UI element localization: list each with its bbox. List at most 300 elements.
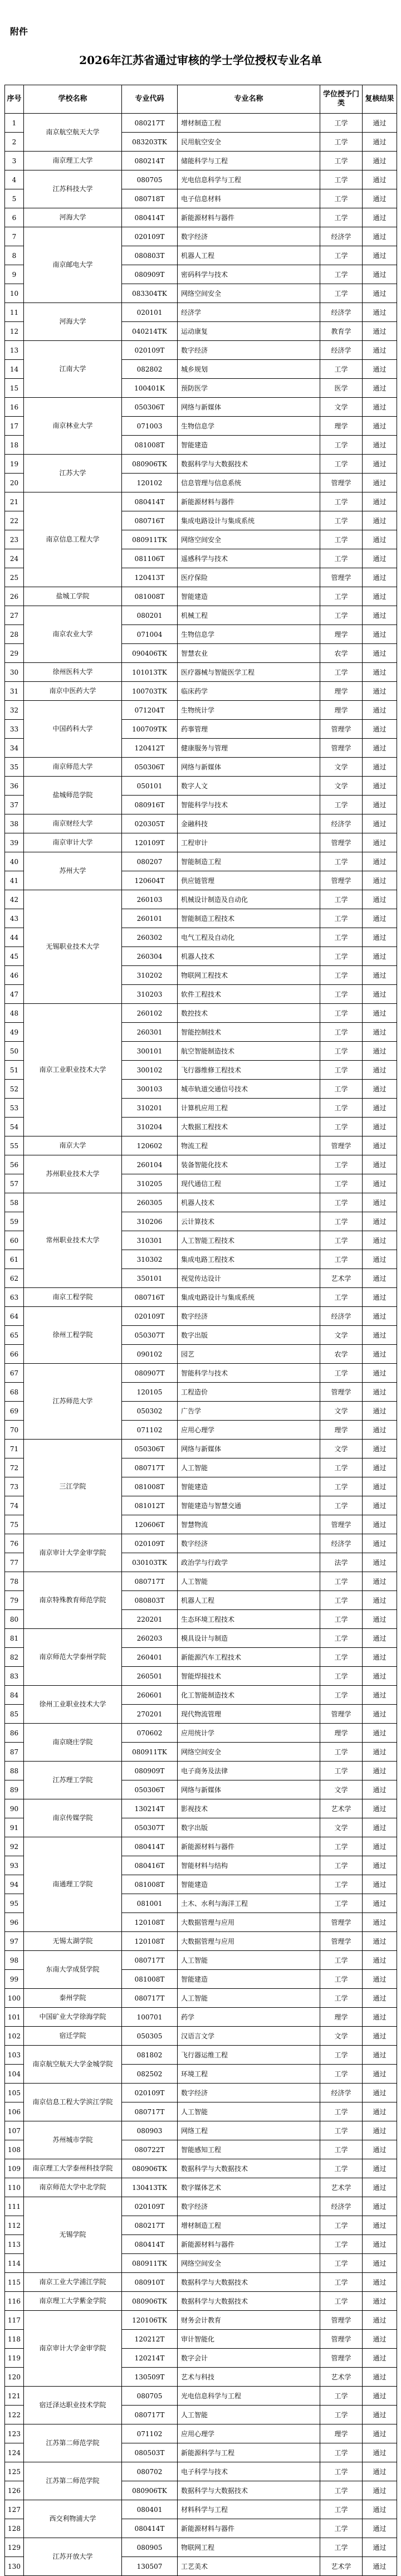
major-code: 350101 — [122, 1269, 178, 1288]
major-code: 050307T — [122, 1326, 178, 1345]
table-row — [5, 1989, 397, 2008]
row-number: 74 — [5, 1496, 24, 1515]
review-result: 通过 — [363, 2330, 397, 2349]
major-name: 数字会计 — [178, 2349, 320, 2368]
major-name: 工程造价 — [178, 1383, 320, 1402]
table-row — [5, 587, 397, 606]
degree-category: 工学 — [320, 492, 363, 511]
review-result: 通过 — [363, 303, 397, 322]
major-code: 080906TK — [122, 455, 178, 474]
review-result: 通过 — [363, 152, 397, 170]
major-code: 130509T — [122, 2368, 178, 2387]
major-code: 081008T — [122, 1477, 178, 1496]
row-number: 73 — [5, 1477, 24, 1496]
major-name: 生态环境工程技术 — [178, 1610, 320, 1629]
row-number: 15 — [5, 379, 24, 398]
row-number: 22 — [5, 511, 24, 530]
review-result: 通过 — [363, 2481, 397, 2500]
major-name: 财务会计教育 — [178, 2311, 320, 2330]
major-code: 020109T — [122, 2084, 178, 2102]
degree-category: 工学 — [320, 2462, 363, 2481]
major-code: 083203TK — [122, 133, 178, 152]
review-result: 通过 — [363, 189, 397, 208]
degree-category: 管理学 — [320, 871, 363, 890]
school-name: 南京大学 — [24, 1136, 122, 1155]
review-result: 通过 — [363, 2292, 397, 2311]
major-name: 网络空间安全 — [178, 2254, 320, 2273]
review-result: 通过 — [363, 2387, 397, 2406]
table-row — [5, 227, 397, 246]
review-result: 通过 — [363, 2046, 397, 2065]
authorized-majors-table — [4, 85, 397, 2576]
major-name: 生物信息学 — [178, 417, 320, 436]
degree-category: 工学 — [320, 1061, 363, 1080]
review-result: 通过 — [363, 2008, 397, 2027]
review-result: 通过 — [363, 417, 397, 436]
major-name: 数据科学与大数据技术 — [178, 2292, 320, 2311]
row-number: 33 — [5, 720, 24, 739]
school-name: 徐州工程学院 — [24, 1307, 122, 1364]
review-result: 通过 — [363, 530, 397, 549]
row-number: 86 — [5, 1724, 24, 1743]
review-result: 通过 — [363, 360, 397, 379]
major-code: 020109T — [122, 341, 178, 360]
degree-category: 管理学 — [320, 474, 363, 492]
row-number: 6 — [5, 208, 24, 227]
row-number: 53 — [5, 1099, 24, 1118]
major-code: 270201 — [122, 1705, 178, 1724]
major-code: 080916T — [122, 796, 178, 814]
review-result: 通过 — [363, 1970, 397, 1989]
school-name: 南京师范大学 — [24, 758, 122, 777]
row-number: 41 — [5, 871, 24, 890]
row-number: 99 — [5, 1970, 24, 1989]
major-name: 光电信息科学与工程 — [178, 170, 320, 189]
major-name: 数控技术 — [178, 1004, 320, 1023]
table-row — [5, 1686, 397, 1705]
major-code: 120109T — [122, 833, 178, 852]
row-number: 34 — [5, 739, 24, 758]
review-result: 通过 — [363, 474, 397, 492]
degree-category: 工学 — [320, 1458, 363, 1477]
row-number: 88 — [5, 1762, 24, 1780]
row-number: 67 — [5, 1364, 24, 1383]
review-result: 通过 — [363, 1553, 397, 1572]
degree-category: 工学 — [320, 587, 363, 606]
row-number: 123 — [5, 2424, 24, 2443]
row-number: 100 — [5, 1989, 24, 2008]
major-code: 071102 — [122, 2424, 178, 2443]
major-code: 090102 — [122, 1345, 178, 1364]
row-number: 104 — [5, 2065, 24, 2084]
table-row — [5, 682, 397, 701]
degree-category: 工学 — [320, 1894, 363, 1913]
major-code: 080217T — [122, 114, 178, 133]
major-code: 080910T — [122, 2273, 178, 2292]
school-name: 徐州医科大学 — [24, 663, 122, 682]
review-result: 通过 — [363, 1477, 397, 1496]
school-name: 江苏大学 — [24, 455, 122, 492]
row-number: 69 — [5, 1402, 24, 1421]
degree-category: 经济学 — [320, 1307, 363, 1326]
review-result: 通过 — [363, 1193, 397, 1212]
row-number: 38 — [5, 814, 24, 833]
school-name: 东南大学成贤学院 — [24, 1951, 122, 1989]
school-name: 江苏理工学院 — [24, 1762, 122, 1799]
major-name: 飞行器运维工程 — [178, 2046, 320, 2065]
table-row — [5, 1193, 397, 1212]
major-code: 080414T — [122, 208, 178, 227]
degree-category: 理学 — [320, 1724, 363, 1743]
major-name: 智能建造 — [178, 587, 320, 606]
major-name: 机器人工程 — [178, 246, 320, 265]
row-number: 91 — [5, 1818, 24, 1837]
degree-category: 文学 — [320, 398, 363, 417]
school-name: 南京邮电大学 — [24, 227, 122, 303]
row-number: 62 — [5, 1269, 24, 1288]
degree-category: 工学 — [320, 796, 363, 814]
table-row — [5, 2178, 397, 2197]
degree-category: 农学 — [320, 1345, 363, 1364]
review-result: 通过 — [363, 2084, 397, 2102]
major-name: 工艺美术 — [178, 2557, 320, 2576]
major-code: 050302 — [122, 1402, 178, 1421]
major-code: 030103TK — [122, 1553, 178, 1572]
major-code: 120212T — [122, 2330, 178, 2349]
degree-category: 经济学 — [320, 303, 363, 322]
table-row — [5, 1534, 397, 1553]
row-number: 127 — [5, 2500, 24, 2519]
degree-category: 教育学 — [320, 322, 363, 341]
review-result: 通过 — [363, 966, 397, 985]
school-name: 无锡学院 — [24, 2197, 122, 2273]
review-result: 通过 — [363, 2159, 397, 2178]
degree-category: 工学 — [320, 170, 363, 189]
major-code: 080717T — [122, 1458, 178, 1477]
review-result: 通过 — [363, 1762, 397, 1780]
major-code: 120606T — [122, 1515, 178, 1534]
major-name: 新能源材料与器件 — [178, 208, 320, 227]
table-header-row — [5, 85, 397, 114]
major-name: 化工智能制造技术 — [178, 1686, 320, 1705]
school-name: 南京师范大学中北学院 — [24, 2178, 122, 2197]
review-result: 通过 — [363, 1383, 397, 1402]
major-name: 机械设计制造及自动化 — [178, 890, 320, 909]
degree-category: 艺术学 — [320, 2368, 363, 2387]
review-result: 通过 — [363, 739, 397, 758]
review-result: 通过 — [363, 492, 397, 511]
row-number: 105 — [5, 2084, 24, 2102]
review-result: 通过 — [363, 1458, 397, 1477]
table-row — [5, 1799, 397, 1818]
row-number: 90 — [5, 1799, 24, 1818]
major-name: 人工智能 — [178, 1951, 320, 1970]
major-name: 网络空间安全 — [178, 1743, 320, 1762]
major-code: 120102 — [122, 474, 178, 492]
row-number: 130 — [5, 2557, 24, 2576]
school-name: 苏州大学 — [24, 852, 122, 890]
degree-category: 工学 — [320, 1212, 363, 1231]
degree-category: 工学 — [320, 928, 363, 947]
school-name: 泰州学院 — [24, 1989, 122, 2008]
degree-category: 法学 — [320, 1553, 363, 1572]
row-number: 107 — [5, 2121, 24, 2140]
major-code: 310204 — [122, 1118, 178, 1136]
table-row — [5, 2273, 397, 2292]
degree-category: 工学 — [320, 1572, 363, 1591]
row-number: 122 — [5, 2406, 24, 2424]
row-number: 7 — [5, 227, 24, 246]
major-code: 080717T — [122, 1989, 178, 2008]
table-row — [5, 814, 397, 833]
degree-category: 经济学 — [320, 2084, 363, 2102]
review-result: 通过 — [363, 928, 397, 947]
review-result: 通过 — [363, 1118, 397, 1136]
row-number: 29 — [5, 644, 24, 663]
degree-category: 工学 — [320, 1080, 363, 1099]
table-row — [5, 2159, 397, 2178]
row-number: 30 — [5, 663, 24, 682]
review-result: 通过 — [363, 2500, 397, 2519]
row-number: 14 — [5, 360, 24, 379]
major-name: 智能科学与技术 — [178, 1364, 320, 1383]
degree-category: 管理学 — [320, 1515, 363, 1534]
major-code: 260401 — [122, 1648, 178, 1667]
major-code: 310201 — [122, 1099, 178, 1118]
degree-category: 经济学 — [320, 1534, 363, 1553]
major-name: 网络与新媒体 — [178, 398, 320, 417]
degree-category: 工学 — [320, 2046, 363, 2065]
review-result: 通过 — [363, 322, 397, 341]
review-result: 通过 — [363, 1004, 397, 1023]
row-number: 112 — [5, 2216, 24, 2235]
major-code: 080909T — [122, 265, 178, 284]
review-result: 通过 — [363, 1326, 397, 1345]
major-name: 机器人技术 — [178, 1193, 320, 1212]
review-result: 通过 — [363, 1610, 397, 1629]
major-code: 040214TK — [122, 322, 178, 341]
major-code: 080702 — [122, 2462, 178, 2481]
school-name: 南京信息工程大学 — [24, 492, 122, 587]
major-code: 081106T — [122, 549, 178, 568]
major-name: 航空智能制造技术 — [178, 1042, 320, 1061]
major-name: 政治学与行政学 — [178, 1553, 320, 1572]
table-row — [5, 1837, 397, 1856]
major-name: 现代物流管理 — [178, 1705, 320, 1724]
major-name: 数据科学与大数据技术 — [178, 2481, 320, 2500]
school-name: 南京晓庄学院 — [24, 1724, 122, 1762]
major-code: 080401 — [122, 2500, 178, 2519]
degree-category: 工学 — [320, 2443, 363, 2462]
major-code: 120602 — [122, 1136, 178, 1155]
review-result: 通过 — [363, 1932, 397, 1951]
major-name: 数字经济 — [178, 2084, 320, 2102]
annex-label: 附件 — [10, 26, 28, 37]
review-result: 通过 — [363, 1705, 397, 1724]
review-result: 通过 — [363, 398, 397, 417]
review-result: 通过 — [363, 1496, 397, 1515]
degree-category: 工学 — [320, 208, 363, 227]
major-name: 数字经济 — [178, 341, 320, 360]
table-row — [5, 170, 397, 189]
review-result: 通过 — [363, 2140, 397, 2159]
school-name: 南京工程学院 — [24, 1288, 122, 1307]
major-name: 智能感知工程 — [178, 2140, 320, 2159]
degree-category: 管理学 — [320, 1932, 363, 1951]
row-number: 26 — [5, 587, 24, 606]
row-number: 13 — [5, 341, 24, 360]
table-row — [5, 152, 397, 170]
major-name: 大数据工程技术 — [178, 1118, 320, 1136]
major-name: 人工智能工程技术 — [178, 1231, 320, 1250]
major-code: 081008T — [122, 1875, 178, 1894]
row-number: 8 — [5, 246, 24, 265]
major-code: 260305 — [122, 1193, 178, 1212]
review-result: 通过 — [363, 682, 397, 701]
major-name: 智能科学与技术 — [178, 796, 320, 814]
degree-category: 工学 — [320, 1477, 363, 1496]
major-name: 临床药学 — [178, 682, 320, 701]
review-result: 通过 — [363, 227, 397, 246]
degree-category: 工学 — [320, 360, 363, 379]
major-code: 260601 — [122, 1686, 178, 1705]
major-code: 080803T — [122, 1591, 178, 1610]
major-code: 080214T — [122, 152, 178, 170]
review-result: 通过 — [363, 814, 397, 833]
review-result: 通过 — [363, 890, 397, 909]
degree-category: 工学 — [320, 1591, 363, 1610]
major-code: 260102 — [122, 1004, 178, 1023]
degree-category: 艺术学 — [320, 2178, 363, 2197]
row-number: 94 — [5, 1875, 24, 1894]
major-name: 数字出版 — [178, 1818, 320, 1837]
major-name: 数字经济 — [178, 2197, 320, 2216]
review-result: 通过 — [363, 2311, 397, 2330]
major-name: 机器人技术 — [178, 947, 320, 966]
major-name: 飞行器维修工程技术 — [178, 1061, 320, 1080]
school-name: 南京审计大学 — [24, 833, 122, 852]
review-result: 通过 — [363, 1743, 397, 1762]
major-code: 080414T — [122, 2519, 178, 2538]
major-name: 机器人工程 — [178, 1591, 320, 1610]
degree-category: 管理学 — [320, 720, 363, 739]
row-number: 42 — [5, 890, 24, 909]
major-code: 300101 — [122, 1042, 178, 1061]
major-code: 080717T — [122, 2102, 178, 2121]
row-number: 46 — [5, 966, 24, 985]
major-name: 增材制造工程 — [178, 114, 320, 133]
table-row — [5, 341, 397, 360]
row-number: 72 — [5, 1458, 24, 1477]
major-code: 020109T — [122, 2197, 178, 2216]
review-result: 通过 — [363, 777, 397, 796]
row-number: 97 — [5, 1932, 24, 1951]
major-code: 260203 — [122, 1629, 178, 1648]
review-result: 通过 — [363, 1780, 397, 1799]
row-number: 126 — [5, 2481, 24, 2500]
major-name: 广告学 — [178, 1402, 320, 1421]
school-name: 宿迁泽达职业技术学院 — [24, 2387, 122, 2424]
major-name: 模具设计与制造 — [178, 1629, 320, 1648]
degree-category: 经济学 — [320, 341, 363, 360]
review-result: 通过 — [363, 1818, 397, 1837]
degree-category: 工学 — [320, 1629, 363, 1648]
review-result: 通过 — [363, 1799, 397, 1818]
row-number: 60 — [5, 1231, 24, 1250]
review-result: 通过 — [363, 1534, 397, 1553]
degree-category: 工学 — [320, 1856, 363, 1875]
row-number: 114 — [5, 2254, 24, 2273]
row-number: 111 — [5, 2197, 24, 2216]
degree-category: 工学 — [320, 2102, 363, 2121]
degree-category: 工学 — [320, 947, 363, 966]
major-name: 数据科学与大数据技术 — [178, 2273, 320, 2292]
degree-category: 工学 — [320, 246, 363, 265]
row-number: 16 — [5, 398, 24, 417]
row-number: 108 — [5, 2140, 24, 2159]
row-number: 45 — [5, 947, 24, 966]
school-name: 南京审计大学金审学院 — [24, 1534, 122, 1572]
major-name: 视觉传达设计 — [178, 1269, 320, 1288]
table-row — [5, 833, 397, 852]
major-name: 数字经济 — [178, 227, 320, 246]
table-row — [5, 1136, 397, 1155]
school-name: 苏州城市学院 — [24, 2121, 122, 2159]
degree-category: 管理学 — [320, 1913, 363, 1932]
table-row — [5, 2500, 397, 2519]
review-result: 通过 — [363, 587, 397, 606]
row-number: 58 — [5, 1193, 24, 1212]
row-number: 129 — [5, 2538, 24, 2557]
major-code: 120108T — [122, 1913, 178, 1932]
review-result: 通过 — [363, 1023, 397, 1042]
row-number: 117 — [5, 2311, 24, 2330]
degree-category: 工学 — [320, 2387, 363, 2406]
major-code: 310205 — [122, 1174, 178, 1193]
review-result: 通过 — [363, 208, 397, 227]
review-result: 通过 — [363, 1250, 397, 1269]
major-name: 工程审计 — [178, 833, 320, 852]
table-row — [5, 1932, 397, 1951]
major-code: 071204T — [122, 701, 178, 720]
school-name: 江苏科技大学 — [24, 170, 122, 208]
school-name: 南京理工大学泰州科技学院 — [24, 2159, 122, 2178]
review-result: 通过 — [363, 2557, 397, 2576]
review-result: 通过 — [363, 1099, 397, 1118]
review-result: 通过 — [363, 2254, 397, 2273]
major-name: 智能焊接技术 — [178, 1667, 320, 1686]
major-code: 082802 — [122, 360, 178, 379]
major-name: 环境工程 — [178, 2065, 320, 2084]
major-name: 新能源材料与器件 — [178, 2519, 320, 2538]
row-number: 77 — [5, 1553, 24, 1572]
row-number: 25 — [5, 568, 24, 587]
row-number: 98 — [5, 1951, 24, 1970]
degree-category: 理学 — [320, 1421, 363, 1440]
degree-category: 经济学 — [320, 2197, 363, 2216]
row-number: 28 — [5, 625, 24, 644]
row-number: 70 — [5, 1421, 24, 1440]
major-name: 城乡规划 — [178, 360, 320, 379]
major-code: 080907T — [122, 1364, 178, 1383]
major-code: 080717T — [122, 2406, 178, 2424]
row-number: 64 — [5, 1307, 24, 1326]
degree-category: 经济学 — [320, 814, 363, 833]
major-name: 电子科学与技术 — [178, 2462, 320, 2481]
table-row — [5, 2538, 397, 2557]
major-name: 应用心理学 — [178, 2424, 320, 2443]
school-name: 西交利物浦大学 — [24, 2500, 122, 2538]
